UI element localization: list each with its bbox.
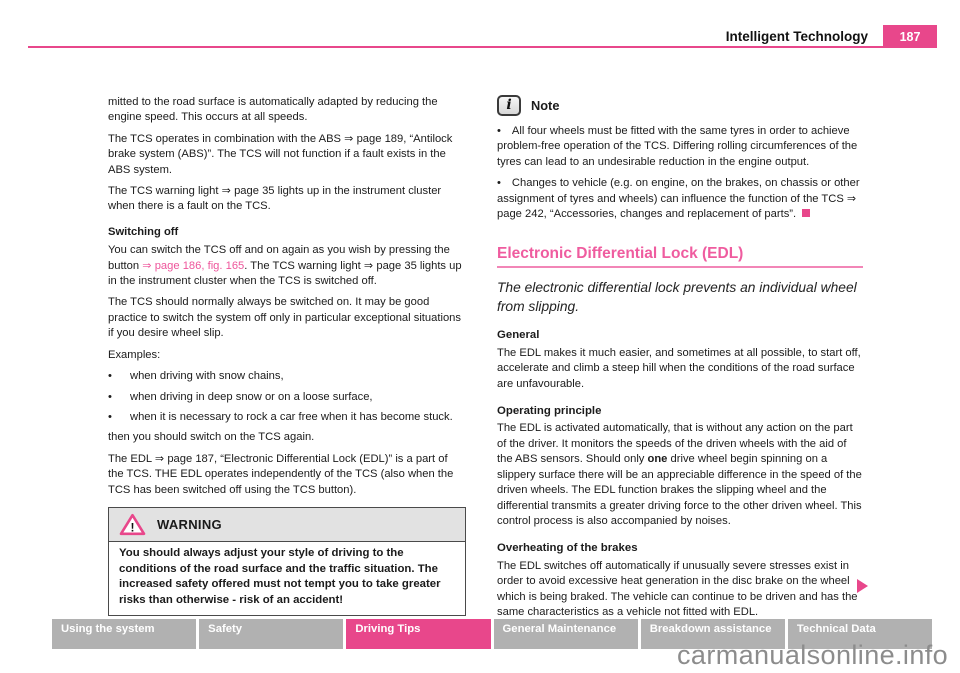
paragraph: The EDL switches off automatically if unusually severe stresses exist in order to avoid excessive heat generation in the disc brake on the wheel which is being braked. The vehicle can continue to be driven and has the same characteristics as a vehicle not fitted with EDL. [497, 559, 858, 618]
list-item-text: Changes to vehicle (e.g. on engine, on the brakes, on chassis or other assignment of tyres and wheels) can influence the function of the TCS ⇒ page 242, “Accessories, changes and replacement of parts”. [497, 177, 860, 221]
list-item-text: All four wheels must be fitted with the same tyres in order to achieve problem-free operation of the TCS. Differing rolling circumferences of the tyres can lead to an undesirable reduction in the engine output. [497, 125, 858, 168]
paragraph [108, 243, 466, 289]
warning-box [108, 507, 466, 616]
subheading-general: General [497, 329, 540, 342]
paragraph: The TCS warning light ⇒ page 35 lights up in the instrument cluster when there is a fault on the TCS. [108, 185, 442, 213]
emphasis-text: one [647, 453, 668, 466]
paragraph: then you should switch on the TCS again. [108, 431, 315, 444]
bullet-icon: • [497, 125, 501, 137]
paragraph: The EDL makes it much easier, and sometimes at all possible, to start off, accelerate and climb a steep hill when the conditions of the road surface are unfavourable. [497, 346, 861, 390]
warning-triangle-icon [119, 513, 146, 536]
paragraph-text: The EDL is activated automatically, that is without any action on the part of the driver. It monitors the speeds of the driven wheels with the aid of the ABS sensors. Should only [497, 422, 853, 466]
list-item-text: when it is necessary to rock a car free when it has become stuck. [130, 410, 453, 423]
tab-breakdown-assistance[interactable]: Breakdown assistance [641, 619, 785, 649]
header-divider [28, 46, 883, 48]
paragraph-text: . The TCS warning light ⇒ page 35 lights up in the instrument cluster when the TCS is switched off. [108, 259, 462, 288]
list-item [108, 410, 466, 425]
warning-header [109, 508, 465, 542]
bullet-icon: • [497, 177, 501, 190]
paragraph: The EDL ⇒ page 187, “Electronic Differential Lock (EDL)” is a part of the TCS. THE EDL operates independently of the TCS (also when the TCS has been switched off using the TCS button). [108, 452, 454, 496]
section-heading-edl: Electronic Differential Lock (EDL) [497, 246, 863, 267]
bullet-icon: • [108, 410, 112, 423]
subheading-overheating: Overheating of the brakes [497, 542, 638, 555]
list-item-text: when driving in deep snow or on a loose surface, [130, 390, 373, 403]
note-list-item [497, 124, 863, 170]
cross-reference-link[interactable]: ⇒ page 186, fig. 165 [142, 259, 245, 272]
bullet-icon: • [108, 370, 112, 383]
list-item [108, 390, 466, 405]
paragraph-text: You can switch the TCS off and on again as you wish by pressing the button [108, 244, 450, 272]
section-end-marker-icon [802, 209, 810, 217]
svg-text:!: ! [130, 520, 135, 535]
page-title: Intelligent Technology [725, 29, 868, 44]
watermark: carmanualsonline.info [677, 640, 949, 670]
note-header [497, 95, 863, 116]
page-continues-arrow-icon [857, 579, 868, 593]
note-list-item [497, 176, 863, 222]
tab-general-maintenance[interactable]: General Maintenance [494, 619, 638, 649]
paragraph-text: drive wheel begin spinning on a slippery surface there will be an appreciable difference in the speed of the driven wheels. The EDL function brakes the slipping wheel and the differential transmits a greater driving force to the other driven wheel. This control process is also accompanied by noises. [497, 453, 862, 527]
subheading-switching-off: Switching off [108, 225, 179, 238]
subheading-operating-principle: Operating principle [497, 405, 602, 418]
paragraph: The TCS operates in combination with the ABS ⇒ page 189, “Antilock brake system (ABS)”. The TCS will not function if a fault exists in the ABS system. [108, 132, 453, 176]
bullet-icon: • [108, 390, 112, 403]
warning-title: WARNING [157, 516, 222, 532]
tab-using-the-system[interactable]: Using the system [52, 619, 196, 649]
paragraph: The TCS should normally always be switched on. It may be good practice to switch the system off only in particular exceptional situations if you desire wheel slip. [108, 296, 461, 340]
paragraph: Examples: [108, 348, 161, 361]
list-item [108, 369, 466, 384]
info-icon: i [497, 95, 521, 116]
paragraph [497, 421, 863, 529]
section-lead: The electronic differential lock prevents an individual wheel from slipping. [497, 279, 857, 314]
warning-text: You should always adjust your style of driving to the conditions of the road surface and the traffic situation. The increased safety offered must not tempt you to take greater risks than otherwise - risk of an accident! [119, 546, 441, 606]
tab-safety[interactable]: Safety [199, 619, 343, 649]
note-title: Note [531, 97, 560, 113]
tab-technical-data[interactable]: Technical Data [788, 619, 932, 649]
right-column [497, 95, 863, 626]
left-column [108, 95, 466, 616]
paragraph: mitted to the road surface is automatically adapted by reducing the engine speed. This occurs at all speeds. [108, 96, 438, 124]
page-number-badge: 187 [883, 25, 937, 48]
list-item-text: when driving with snow chains, [130, 370, 284, 383]
tab-driving-tips[interactable]: Driving Tips [346, 619, 490, 649]
